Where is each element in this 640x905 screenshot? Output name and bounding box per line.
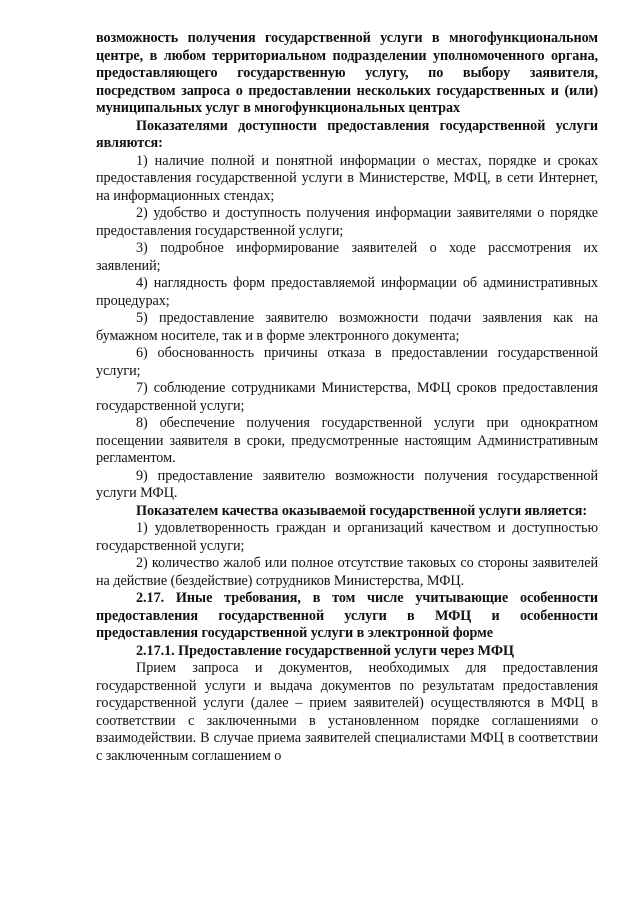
list-item-2: 2) удобство и доступность получения информации заявителями о порядке предоставления государственной услуги; (96, 205, 598, 239)
list-item-5: 5) предоставление заявителю возможности подачи заявления как на бумажном носителе, так и в форме электронного документа; (96, 310, 598, 344)
document-page (96, 30, 598, 765)
list-item-8: 8) обеспечение получения государственной услуги при однократном посещении заявителя в сроки, предусмотренные настоящим Административным регламентом. (96, 415, 598, 466)
list-item-3: 3) подробное информирование заявителей о ходе рассмотрения их заявлений; (96, 240, 598, 274)
quality-item-1: 1) удовлетворенность граждан и организаций качеством и доступностью государственной услуги; (96, 520, 598, 554)
list-item-6: 6) обоснованность причины отказа в предоставлении государственной услуги; (96, 345, 598, 379)
section-heading-2-17-1: 2.17.1. Предоставление государственной услуги через МФЦ (136, 642, 514, 659)
paragraph-mfc-option: возможность получения государственной услуги в многофункциональном центре, в любом территориальном подразделении уполномоченного органа, предоставляющего государственную услугу, по выбору заявителя, посредством запроса о предоставлении нескольких государственных и (или) муниципальных услуг в многофункциональных центрах (96, 30, 598, 116)
paragraph-mfc-reception: Прием запроса и документов, необходимых для предоставления государственной услуги и выдача документов по результатам предоставления государственной услуги (далее – прием заявителей) осуществляются в МФЦ в соответствии с заключенными в установленном порядке соглашениями о взаимодействии. В случае приема заявителей специалистами МФЦ в соответствии с заключенным соглашением о (96, 660, 598, 764)
quality-item-2: 2) количество жалоб или полное отсутствие таковых со стороны заявителей на действие (бездействие) сотрудников Министерства, МФЦ. (96, 555, 598, 589)
list-item-9: 9) предоставление заявителю возможности получения государственной услуги МФЦ. (96, 467, 598, 501)
list-item-4: 4) наглядность форм предоставляемой информации об административных процедурах; (96, 275, 598, 309)
list-item-7: 7) соблюдение сотрудниками Министерства, МФЦ сроков предоставления государственной услуги; (96, 380, 598, 414)
heading-accessibility-indicators: Показателями доступности предоставления государственной услуги являются: (96, 117, 598, 151)
list-item-1: 1) наличие полной и понятной информации о местах, порядке и сроках предоставления государственной услуги в Министерстве, МФЦ, в сети Интернет, на информационных стендах; (96, 152, 598, 204)
heading-quality-indicators: Показателем качества оказываемой государственной услуги является: (136, 502, 588, 519)
section-heading-2-17: 2.17. Иные требования, в том числе учитывающие особенности предоставления государственной услуги в МФЦ и особенности предоставления государственной услуги в электронной форме (96, 590, 598, 641)
